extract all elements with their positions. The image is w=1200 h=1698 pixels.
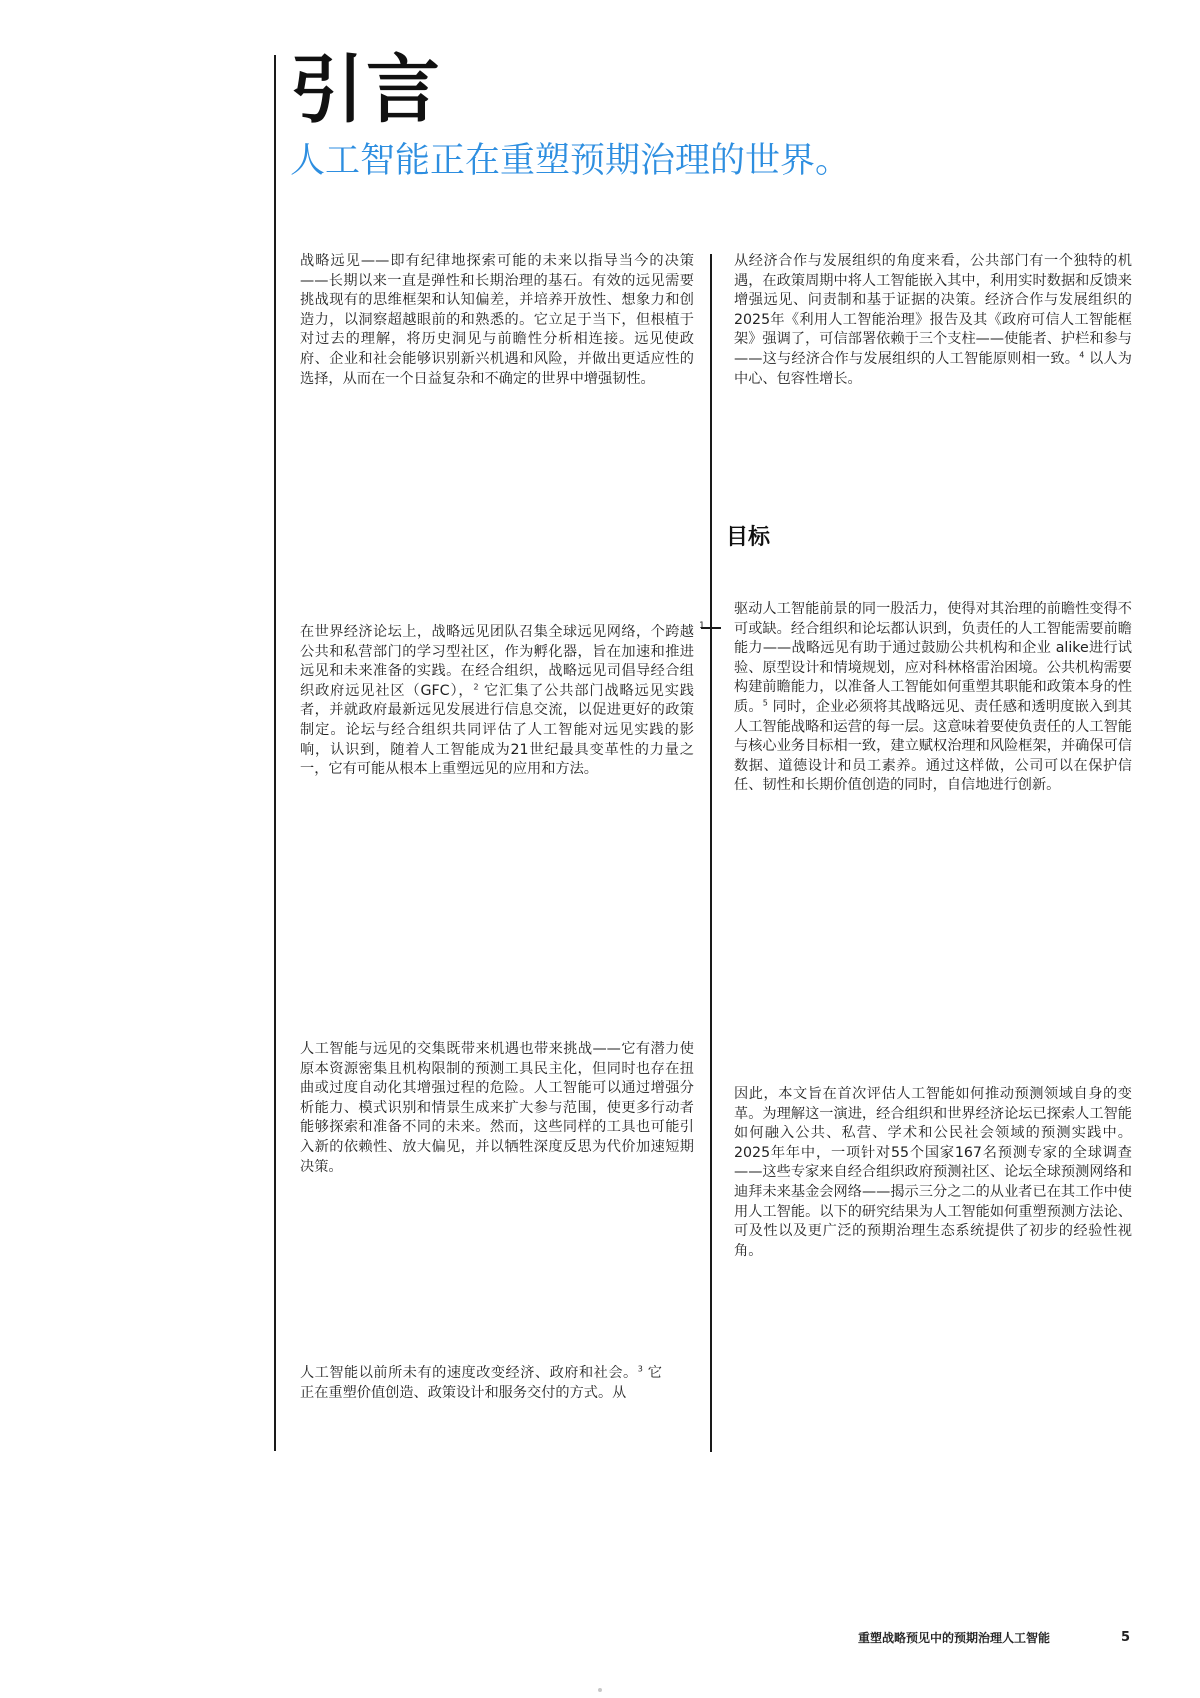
right-paragraph-1: 从经济合作与发展组织的角度来看，公共部门有一个独特的机遇，在政策周期中将人工智能嵌入其中，利用实时数据和反馈来增强远见、问责制和基于证据的决策。经济合作与发展组织的2025年《利用人工智能治理》报告及其《政府可信人工智能框架》强调了，可信部署依赖于三个支柱——使能者、护栏和参与——这与经济合作与发展组织的人工智能原则相一致。$^4$ 以人为中心、包容性增长。 [734, 253, 1132, 387]
footer-document-title: 重塑战略预见中的预期治理人工智能 [858, 1631, 1051, 1645]
page-number: 5 [1121, 1630, 1131, 1645]
page-subtitle: 人工智能正在重塑预期治理的世界。 [290, 141, 851, 181]
left-paragraph-3: 人工智能与远见的交集既带来机遇也带来挑战——它有潜力使原本资源密集且机构限制的预测工具民主化，但同时也存在扭曲或过度自动化其增强过程的危险。人工智能可以通过增强分析能力、模式识别和情景生成来扩大参与范围，使更多行动者能够探索和准备不同的未来。然而，这些同样的工具也可能引入新的依赖性、放大偏见，并以牺牲深度反思为代价加速短期决策。 [300, 1041, 694, 1175]
left-paragraph-1: 战略远见——即有纪律地探索可能的未来以指导当今的决策——长期以来一直是弹性和长期治理的基石。有效的远见需要挑战现有的思维框架和认知偏差，并培养开放性、想象力和创造力，以洞察超越眼前的和熟悉的。它立足于当下，但根植于对过去的理解，将历史洞见与前瞻性分析相连接。远见使政府、企业和社会能够识别新兴机遇和风险，并做出更适应性的选择，从而在一个日益复杂和不确定的世界中增强韧性。 [300, 253, 694, 387]
page-title: 引言 [290, 47, 442, 133]
left-paragraph-2: 在世界经济论坛上，战略远见团队召集全球远见网络，个跨越公共和私营部门的学习型社区，作为孵化器，旨在加速和推进远见和未来准备的实践。在经合组织，战略远见司倡导经合组织政府远见社区（GFC），$^2$ 它汇集了公共部门战略远见实践者，并就政府最新远见发展进行信息交流，以促进更好的政策制定。论坛与经合组织共同评估了人工智能对远见实践的影响，认识到，随着人工智能成为21世纪最具变革性的力量之一，它有可能从根本上重塑远见的应用和方法。 [300, 624, 694, 778]
footnote-marker: 1 [699, 621, 705, 631]
right-paragraph-3: 因此，本文旨在首次评估人工智能如何推动预测领域自身的变革。为理解这一演进，经合组织和世界经济论坛已探索人工智能如何融入公共、私营、学术和公民社会领域的预测实践中。2025年年中，一项针对55个国家167名预测专家的全球调查——这些专家来自经合组织政府预测社区、论坛全球预测网络和迪拜未来基金会网络——揭示三分之二的从业者已在其工作中使用人工智能。以下的研究结果为人工智能如何重塑预测方法论、可及性以及更广泛的预期治理生态系统提供了初步的经验性视角。 [734, 1086, 1132, 1259]
footnote-ref: 2 [473, 682, 479, 692]
section-heading-objectives: 目标 [726, 525, 771, 550]
footnote-ref: 4 [1079, 350, 1085, 360]
left-margin-rule [274, 55, 276, 1451]
footnote-ref: 3 [637, 1364, 643, 1374]
page-indicator-dot [598, 1688, 602, 1692]
footnote-ref: 5 [762, 698, 768, 708]
left-paragraph-4: 人工智能以前所未有的速度改变经济、政府和社会。$^3$ 它正在重塑价值创造、政策设计和服务交付的方式。从 [300, 1364, 662, 1401]
column-divider-rule [710, 254, 712, 1452]
right-paragraph-2: 驱动人工智能前景的同一股活力，使得对其治理的前瞻性变得不可或缺。经合组织和论坛都认识到，负责任的人工智能需要前瞻能力——战略远见有助于通过鼓励公共机构和企业 alike进行试验、原型设计和情境规划，应对科林格雷治困境。公共机构需要构建前瞻能力，以准备人工智能如何重塑其职能和政策本身的性质。$^5$ 同时，企业必须将其战略远见、责任感和透明度嵌入到其人工智能战略和运营的每一层。这意味着要使负责任的人工智能与核心业务目标相一致，建立赋权治理和风险框架，并确保可信数据、道德设计和员工素养。通过这样做，公司可以在保护信任、韧性和长期价值创造的同时，自信地进行创新。 [734, 601, 1132, 794]
